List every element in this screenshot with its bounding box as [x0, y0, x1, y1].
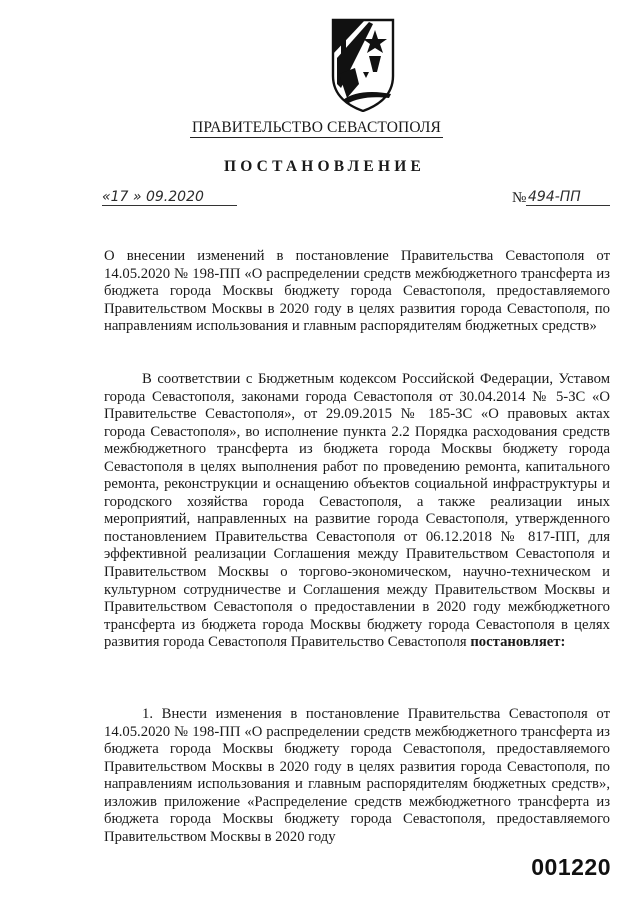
number-underline [526, 205, 610, 206]
sevastopol-coat-of-arms-icon [325, 14, 401, 112]
number-sign: № [512, 190, 527, 206]
date-underline [102, 205, 237, 206]
handwritten-number: 494-ПП [528, 189, 581, 205]
handwritten-date: «17 » 09.2020 [102, 189, 204, 205]
subject-paragraph: О внесении изменений в постановление Правительства Севастополя от 14.05.2020 № 198-ПП «О распределении средств межбюджетного трансферта из бюджета города Москвы бюджету города Севастополя, предоставляемого Правительством Москвы в 2020 году в целях развития города Севастополя, по направлениям использования и главным распорядителям бюджетных средств» [104, 248, 610, 335]
number-field [512, 188, 610, 208]
decree-word: постановляет: [470, 634, 566, 651]
item-1-paragraph: 1. Внести изменения в постановление Правительства Севастополя от 14.05.2020 № 198-ПП «О распределении средств межбюджетного трансферта из бюджета города Москвы бюджету города Севастополя, предоставляемого Правительством Москвы в 2020 году в целях развития города Севастополя, по направлениям использования и главным распорядителям бюджетных средств», изложив приложение «Распределение средств межбюджетного трансферта из бюджета города Москвы бюджету города Севастополя, предоставляемого Правительством Москвы в 2020 году [104, 706, 610, 845]
document-type-title: ПОСТАНОВЛЕНИЕ [223, 158, 426, 175]
serial-number: 001220 [531, 854, 611, 880]
government-heading [0, 119, 633, 137]
preamble-paragraph [104, 371, 610, 652]
preamble-text: В соответствии с Бюджетным кодексом Российской Федерации, Уставом города Севастополя, законами города Севастополя от 30.04.2014 № 5-ЗС «О Правительстве Севастополя», от 29.09.2015 № 185-ЗС «О правовых актах города Севастополя», во исполнение пункта 2.2 Порядка расходования средств межбюджетного трансферта из бюджета города Москвы бюджету города Севастополя в целях выполнения работ по проведению ремонта, капитального ремонта, реконструкции и оснащению объектов социальной инфраструктуры и городского хозяйства города Севастополя, а также реализации иных мероприятий, направленных на развитие города Севастополя, утвержденного постановлением Правительства Севастополя от 06.12.2018 № 817-ПП, для эффективной реализации Соглашения между Правительством Севастополя и Правительством Москвы о торгово-экономическом, научно-техническом и культурном сотрудничестве и Соглашения между Правительством Москвы и Правительством Севастополя о предоставлении в 2020 году межбюджетного трансферта из бюджета города Москвы бюджету города Севастополя в целях развития города Севастополя Правительство Севастополя [104, 371, 610, 651]
date-field [102, 188, 237, 208]
government-name: ПРАВИТЕЛЬСТВО СЕВАСТОПОЛЯ [192, 119, 441, 136]
